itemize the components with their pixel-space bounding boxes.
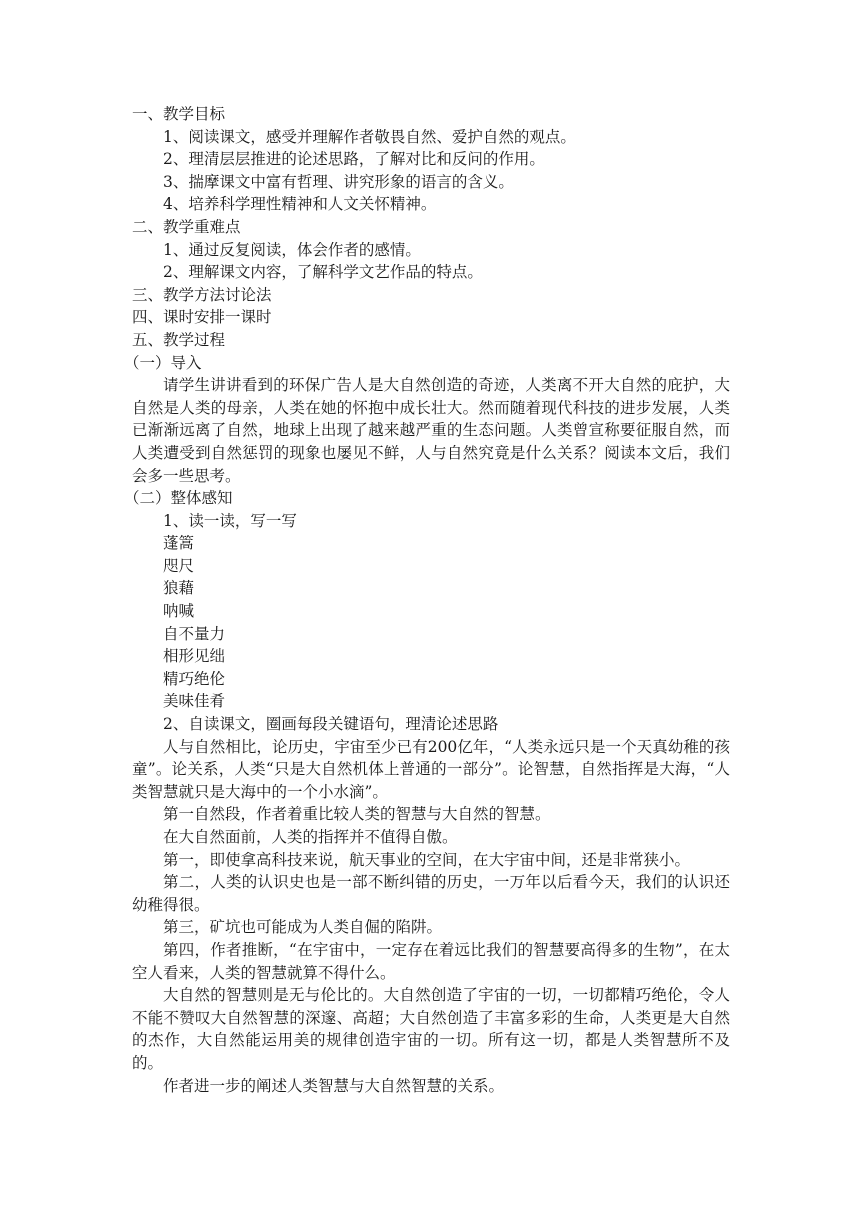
body-paragraph: 第三，矿坑也可能成为人类自倔的陷阱。 bbox=[163, 918, 443, 937]
body-paragraph: 第一自然段，作者着重比较人类的智慧与大自然的智慧。 bbox=[163, 805, 551, 824]
vocab-word: 美味佳肴 bbox=[163, 692, 226, 711]
vocab-word: 精巧绝伦 bbox=[163, 669, 226, 688]
vocab-word: 蓬篙 bbox=[163, 534, 195, 553]
task-heading-read-write: 1、读一读，写一写 bbox=[163, 511, 297, 530]
section-heading-process: 五、教学过程 bbox=[132, 330, 226, 349]
objective-item: 1、阅读课文，感受并理解作者敬畏自然、爱护自然的观点。 bbox=[163, 127, 576, 146]
body-paragraph: 第二，人类的认识史也是一部不断纠错的历史，一万年以后看今天，我们的认识还幼稚得很。 bbox=[132, 873, 730, 914]
objective-item: 3、揣摩课文中富有哲理、讲究形象的语言的含义。 bbox=[163, 172, 514, 191]
body-paragraph: 在大自然面前，人类的指挥并不值得自傲。 bbox=[163, 828, 458, 846]
body-paragraph: 大自然的智慧则是无与伦比的。大自然创造了宇宙的一切，一切都精巧绝伦，令人不能不赞叹大自然智慧的深邃、高超；大自然创造了丰富多彩的生命，人类更是大自然的杰作，大自然能运用美的规律创造宇宙的一切。所有这一切，都是人类智慧所不及的。 bbox=[132, 986, 730, 1072]
vocab-word: 咫尺 bbox=[163, 556, 195, 575]
body-paragraph: 人与自然相比，论历史，宇宙至少已有200亿年，“人类永远只是一个天真幼稚的孩童”。论关系，人类“只是大自然机体上普通的一部分”。论智慧，自然指挥是大海，“人类智慧就只是大海中的一个小水滴”。 bbox=[132, 737, 730, 801]
subsection-heading-overview: （二）整体感知 bbox=[124, 489, 233, 508]
key-point-item: 2、理解课文内容，了解科学文艺作品的特点。 bbox=[163, 263, 483, 282]
section-heading-method: 三、教学方法讨论法 bbox=[132, 285, 272, 304]
objective-item: 2、理清层层推进的论述思路，了解对比和反问的作用。 bbox=[163, 150, 545, 169]
objective-item: 4、培养科学理性精神和人文关怀精神。 bbox=[163, 195, 437, 214]
subsection-heading-intro: （一）导入 bbox=[124, 353, 202, 372]
section-heading-schedule: 四、课时安排一课时 bbox=[132, 308, 272, 327]
key-point-item: 1、通过反复阅读，体会作者的感情。 bbox=[163, 240, 421, 259]
section-heading-key-points: 二、教学重难点 bbox=[132, 217, 241, 236]
task-heading-self-read: 2、自读课文，圈画每段关键语句，理清论述思路 bbox=[163, 715, 499, 734]
vocab-word: 呐喊 bbox=[163, 602, 195, 621]
vocab-word: 狼藉 bbox=[163, 579, 195, 598]
body-paragraph: 第四，作者推断，“在宇宙中，一定存在着远比我们的智慧要高得多的生物”，在太空人看来，人类的智慧就算不得什么。 bbox=[132, 940, 730, 982]
body-paragraph: 作者进一步的阐述人类智慧与大自然智慧的关系。 bbox=[163, 1076, 505, 1095]
document-body bbox=[124, 103, 730, 1097]
intro-paragraph: 请学生讲讲看到的环保广告人是大自然创造的奇迹，人类离不开大自然的庇护，大自然是人类的母亲，人类在她的怀抱中成长壮大。然而随着现代科技的进步发展，人类已渐渐远离了自然，地球上出现了越来越严重的生态问题。人类曾宣称要征服自然，而人类遭受到自然惩罚的现象也屡见不鲜，人与自然究竟是什么关系？阅读本文后，我们会多一些思考。 bbox=[132, 376, 730, 485]
vocab-word: 自不量力 bbox=[163, 624, 226, 643]
body-paragraph: 第一，即使拿高科技来说，航天事业的空间，在大宇宙中间，还是非常狭小。 bbox=[163, 850, 691, 869]
vocab-word: 相形见绌 bbox=[163, 647, 226, 666]
section-heading-objectives: 一、教学目标 bbox=[132, 105, 226, 123]
